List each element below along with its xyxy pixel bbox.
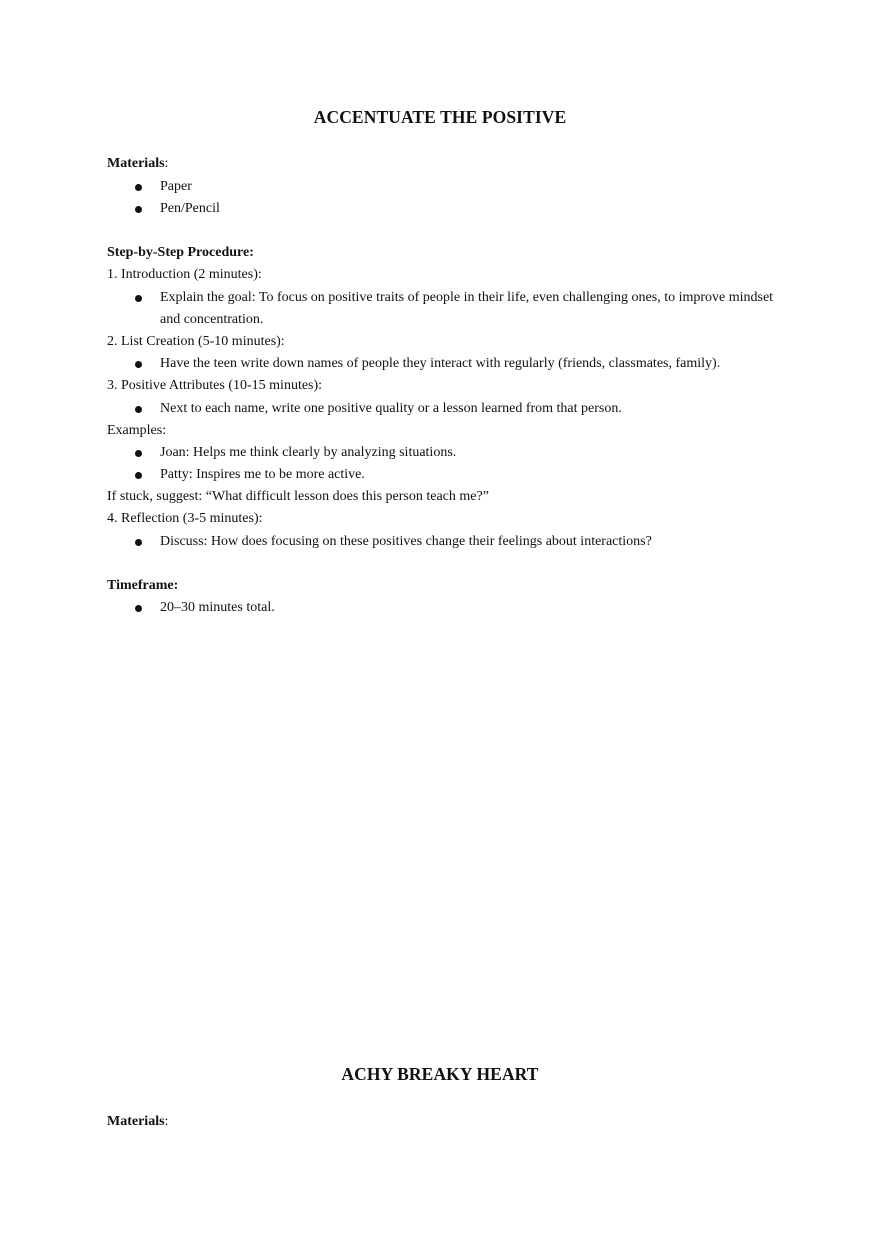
list-item [107, 176, 807, 198]
step-detail: Explain the goal: To focus on positive traits of people in their life, even challenging ones, to improve mindset and concentration. [160, 290, 774, 327]
material-item: Paper [160, 179, 192, 194]
step-heading: 2. List Creation (5-10 minutes): [107, 334, 285, 349]
activity-title: ACHY BREAKY HEART [341, 1064, 539, 1084]
list-item [107, 531, 807, 553]
procedure-heading: Step-by-Step Procedure: [107, 245, 254, 260]
bullet-icon [135, 206, 142, 213]
timeframe-value: 20–30 minutes total. [160, 600, 275, 615]
material-item: Pen/Pencil [160, 201, 220, 216]
bullet-icon [135, 361, 142, 368]
materials-label: Materials [107, 1114, 165, 1129]
step-heading: 3. Positive Attributes (10-15 minutes): [107, 378, 323, 393]
timeframe-heading: Timeframe: [107, 578, 179, 593]
materials-label: Materials [107, 156, 165, 171]
list-item [107, 398, 807, 420]
bullet-icon [135, 472, 142, 479]
bullet-icon [135, 450, 142, 457]
bullet-icon [135, 184, 142, 191]
materials-colon: : [164, 1114, 169, 1129]
example-item: Joan: Helps me think clearly by analyzing situations. [160, 445, 457, 460]
list-item [107, 353, 807, 375]
list-item [107, 464, 807, 486]
step-heading: 4. Reflection (3-5 minutes): [107, 511, 263, 526]
step-detail: Discuss: How does focusing on these positives change their feelings about interactions? [160, 534, 652, 549]
list-item [107, 597, 807, 619]
example-item: Patty: Inspires me to be more active. [160, 467, 365, 482]
bullet-icon [135, 539, 142, 546]
bullet-icon [135, 406, 142, 413]
materials-heading [107, 1111, 168, 1133]
materials-heading [107, 153, 168, 175]
examples-label: Examples: [107, 423, 167, 438]
stuck-hint: If stuck, suggest: “What difficult lesson does this person teach me?” [107, 489, 489, 504]
list-item [107, 198, 807, 220]
materials-colon: : [164, 156, 169, 171]
list-item [107, 442, 807, 464]
step-detail: Next to each name, write one positive quality or a lesson learned from that person. [160, 401, 622, 416]
step-heading: 1. Introduction (2 minutes): [107, 267, 262, 282]
bullet-icon [135, 295, 142, 302]
list-item [107, 287, 807, 331]
bullet-icon [135, 605, 142, 612]
step-detail: Have the teen write down names of people they interact with regularly (friends, classmates, family). [160, 356, 721, 371]
activity-title: ACCENTUATE THE POSITIVE [313, 107, 567, 127]
